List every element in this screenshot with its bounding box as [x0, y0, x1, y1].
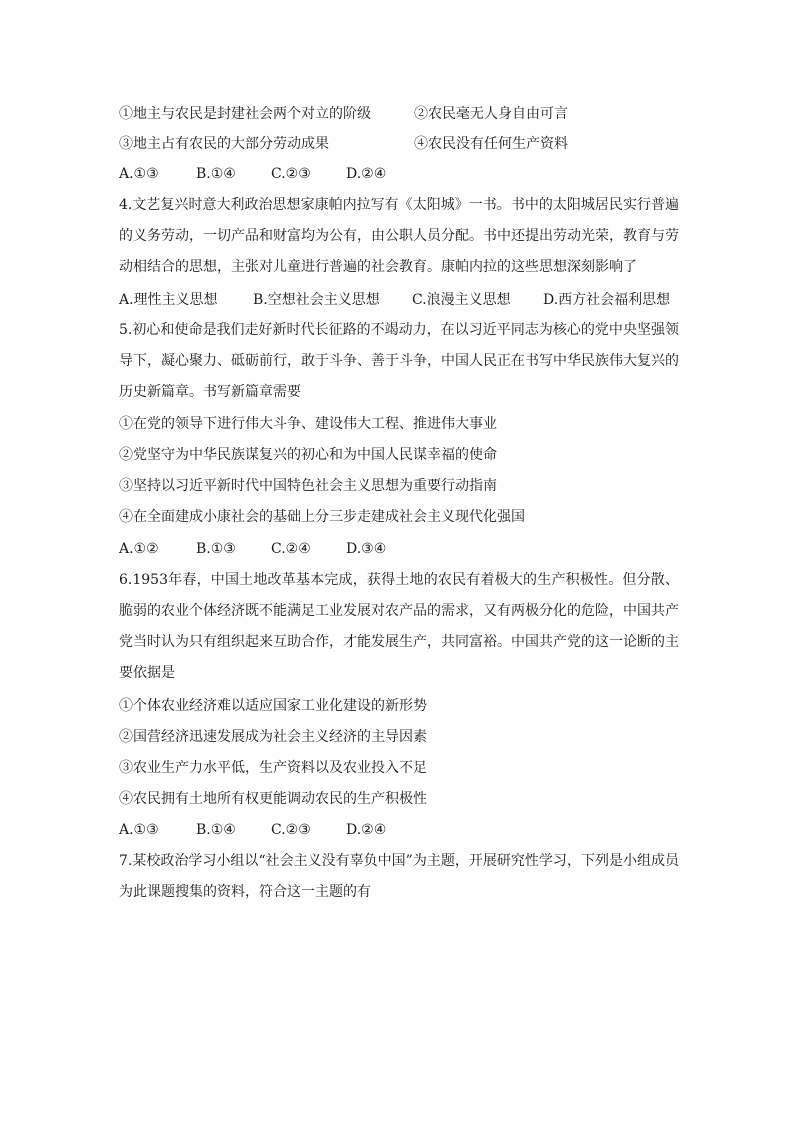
q6-statement-3: ③农业生产力水平低，生产资料以及农业投入不足 [119, 760, 427, 776]
q3-option-c: C.②③ [271, 166, 311, 182]
q5-option-a: A.①② [119, 541, 159, 557]
q4-stem: 4.文艺复兴时意大利政治思想家康帕内拉写有《太阳城》一书。书中的太阳城居民实行普遍的义务劳动，一切产品和财富均为公有，由公职人员分配。书中还提出劳动光荣，教育与劳动相结合的思想，主张对儿童进行普遍的社会教育。康帕内拉的这些思想深刻影响了 [119, 197, 679, 275]
q4-option-b: B.空想社会主义思想 [253, 292, 380, 308]
q3-statement-2: ②农民毫无人身自由可言 [414, 106, 568, 122]
q5-statement-1: ①在党的领导下进行伟大斗争、建设伟大工程、推进伟大事业 [119, 416, 497, 432]
q6-option-a: A.①③ [119, 822, 159, 838]
q6-stem: 6.1953年春，中国土地改革基本完成，获得土地的农民有着极大的生产积极性。但分散、脆弱的农业个体经济既不能满足工业发展对农产品的需求，又有两极分化的危险，中国共产党当时认为只有组织起来互助合作，才能发展生产，共同富裕。中国共产党的这一论断的主要依据是 [119, 572, 679, 681]
q7-stem: 7.某校政治学习小组以“社会主义没有辜负中国”为主题，开展研究性学习，下列是小组成员为此课题搜集的资料，符合这一主题的有 [119, 853, 679, 900]
q6-statement-4: ④农民拥有土地所有权更能调动农民的生产积极性 [119, 791, 427, 807]
q3-option-d: D.②④ [346, 166, 387, 182]
q3-option-a: A.①③ [119, 166, 159, 182]
q3-statement-1: ①地主与农民是封建社会两个对立的阶级 [119, 106, 371, 122]
q5-statement-3: ③坚持以习近平新时代中国特色社会主义思想为重要行动指南 [119, 478, 497, 494]
q6-option-b: B.①④ [196, 822, 236, 838]
q5-statement-2: ②党坚守为中华民族谋复兴的初心和为中国人民谋幸福的使命 [119, 447, 497, 463]
q5-statement-4: ④在全面建成小康社会的基础上分三步走建成社会主义现代化强国 [119, 509, 525, 525]
q5-option-b: B.①③ [196, 541, 236, 557]
q6-statement-1: ①个体农业经济难以适应国家工业化建设的新形势 [119, 698, 427, 714]
q6-option-d: D.②④ [346, 822, 387, 838]
q5-option-d: D.③④ [346, 541, 387, 557]
q4-option-d: D.西方社会福利思想 [543, 292, 671, 308]
q3-statement-4: ④农民没有任何生产资料 [414, 136, 568, 152]
q6-option-c: C.②③ [271, 822, 311, 838]
q5-stem: 5.初心和使命是我们走好新时代长征路的不竭动力，在以习近平同志为核心的党中央坚强领导下，凝心聚力、砥砺前行，敢于斗争、善于斗争，中国人民正在书写中华民族伟大复兴的历史新篇章。书写新篇章需要 [119, 322, 679, 400]
q3-option-b: B.①④ [196, 166, 236, 182]
q4-option-a: A.理性主义思想 [119, 292, 218, 308]
q5-option-c: C.②④ [271, 541, 311, 557]
q3-statement-3: ③地主占有农民的大部分劳动成果 [119, 136, 329, 152]
q4-option-c: C.浪漫主义思想 [412, 292, 511, 308]
q6-statement-2: ②国营经济迅速发展成为社会主义经济的主导因素 [119, 729, 427, 745]
